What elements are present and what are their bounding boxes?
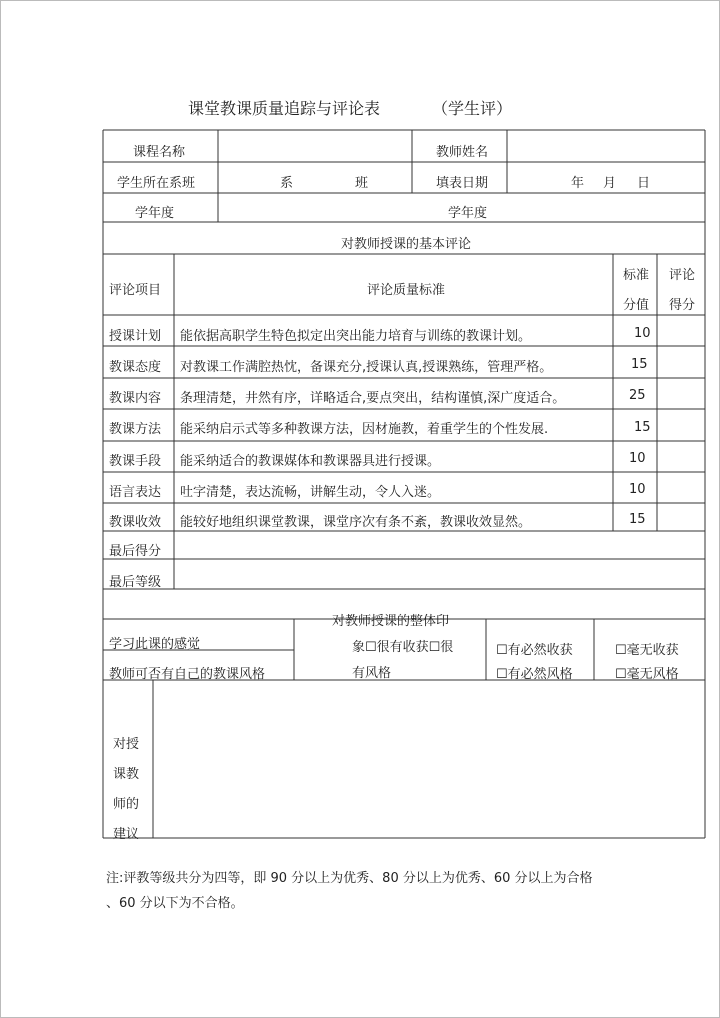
suggest-label-line: 课教 [113, 767, 140, 782]
title-main: 课堂教课质量追踪与评论表 [188, 99, 381, 118]
fill-date-label: 填表日期 [436, 176, 489, 191]
title-subtitle: （学生评） [432, 99, 513, 118]
criteria-item: 教课收效 [109, 515, 162, 530]
criteria-score: 15 [631, 357, 648, 372]
overall-option-line2: 有风格 [352, 666, 392, 681]
criteria-score: 10 [629, 451, 646, 466]
criteria-score: 25 [629, 388, 646, 403]
criteria-standard: 能采纳适合的教课媒体和教课器具进行授课。 [180, 454, 441, 469]
criteria-standard: 条理清楚，井然有序，详略适合,要点突出，结构谨慎,深广度适合。 [180, 391, 566, 406]
note-line-1: 注:评教等级共分为四等，即 90 分以上为优秀、80 分以上为优秀、60 分以上为合格 [106, 871, 593, 886]
overall-row2-label: 教师可否有自己的教课风格 [109, 667, 266, 682]
criteria-score: 15 [629, 512, 646, 527]
criteria-score: 15 [634, 420, 651, 435]
col-rating-header-1: 评论 [669, 268, 696, 283]
final-grade-label: 最后等级 [109, 575, 162, 590]
criteria-item: 教课方法 [109, 422, 162, 437]
overall-option-no-style[interactable]: ☐毫无风格 [615, 667, 679, 682]
overall-row1-label: 学习此课的感觉 [109, 637, 201, 652]
day-text: 日 [637, 176, 651, 191]
overall-option-line1: 象☐很有收获☐很 [352, 640, 454, 655]
dept-text: 系 [280, 176, 294, 191]
student-dept-label: 学生所在系班 [117, 176, 196, 191]
col-score-header-2: 分值 [623, 298, 650, 313]
school-year-label: 学年度 [135, 206, 175, 221]
col-rating-header-2: 得分 [669, 298, 696, 313]
criteria-score: 10 [629, 482, 646, 497]
overall-title: 对教师授课的整体印 [332, 614, 450, 629]
col-standard-header: 评论质量标准 [367, 283, 446, 298]
criteria-item: 教课手段 [109, 454, 162, 469]
criteria-standard: 能采纳启示式等多种教课方法，因材施教，着重学生的个性发展. [180, 422, 549, 437]
criteria-score: 10 [634, 326, 651, 341]
month-text: 月 [603, 176, 617, 191]
teacher-name-label: 教师姓名 [436, 145, 489, 160]
criteria-item: 教课内容 [109, 391, 162, 406]
col-item-header: 评论项目 [109, 283, 162, 298]
course-name-label: 课程名称 [133, 145, 186, 160]
criteria-standard: 能依据高职学生特色拟定出突出能力培育与训练的教课计划。 [180, 329, 532, 344]
criteria-item: 授课计划 [109, 329, 162, 344]
col-score-header-1: 标准 [623, 268, 650, 283]
suggest-label-line: 对授 [113, 737, 140, 752]
note-line-2: 、60 分以下为不合格。 [106, 896, 244, 911]
criteria-standard: 能较好地组织课堂教课，课堂序次有条不紊，教课收效显然。 [180, 515, 532, 530]
basic-section-title: 对教师授课的基本评论 [341, 237, 472, 252]
year-text: 年 [571, 176, 585, 191]
criteria-item: 语言表达 [109, 485, 162, 500]
overall-option-some-style[interactable]: ☐有必然风格 [496, 667, 573, 682]
overall-option-no-gain[interactable]: ☐毫无收获 [615, 643, 679, 658]
criteria-standard: 对教课工作满腔热忱，备课充分,授课认真,授课熟练，管理严格。 [180, 360, 553, 375]
class-text: 班 [355, 176, 369, 191]
criteria-standard: 吐字清楚，表达流畅，讲解生动，令人入迷。 [180, 485, 441, 500]
criteria-item: 教课态度 [109, 360, 162, 375]
final-score-label: 最后得分 [109, 544, 162, 559]
school-year-value: 学年度 [448, 206, 488, 221]
overall-option-some-gain[interactable]: ☐有必然收获 [496, 643, 573, 658]
suggest-label-line: 师的 [113, 797, 140, 812]
suggest-label-line: 建议 [113, 827, 140, 842]
